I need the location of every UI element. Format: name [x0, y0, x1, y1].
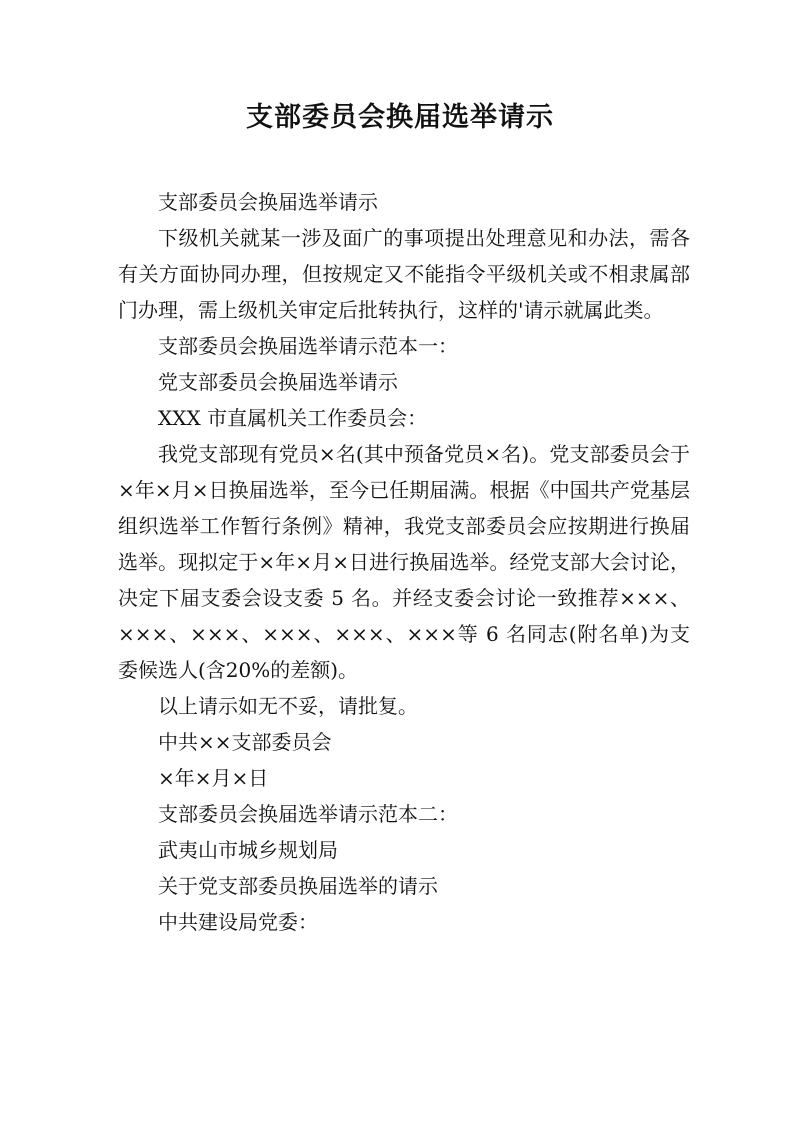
paragraph-organization: 武夷山市城乡规划局	[158, 838, 338, 862]
paragraph-sample-one-title: 党支部委员会换届选举请示	[158, 370, 398, 394]
paragraph-sample-one-heading: 支部委员会换届选举请示范本一：	[158, 334, 458, 358]
paragraph-signature: 中共××支部委员会	[158, 730, 332, 754]
paragraph-sample-two-title: 关于党支部委员换届选举的请示	[158, 874, 438, 898]
paragraph-subtitle: 支部委员会换届选举请示	[158, 190, 378, 214]
paragraph-sample-two-heading: 支部委员会换届选举请示范本二：	[158, 802, 458, 826]
paragraph-main-body: 我党支部现有党员×名(其中预备党员×名)。党支部委员会于×年×月×日换届选举，至今已任期届满。根据《中国共产党基层组织选举工作暂行条例》精神，我党支部委员会应按期进行换届选举。现拟定于×年×月×日进行换届选举。经党支部大会讨论，决定下届支委会设支委 5 名。并经支委会讨论一致推荐×××、×××、×××、×××、×××、×××等 6 名同志(附名单)为支委候选人(含20%的差额)。	[118, 442, 690, 682]
paragraph-closing: 以上请示如无不妥，请批复。	[158, 694, 418, 718]
paragraph-date: ×年×月×日	[158, 766, 269, 790]
document-body	[118, 184, 690, 940]
document-title: 支部委员会换届选举请示	[246, 102, 554, 133]
paragraph-sample-two-recipient: 中共建设局党委：	[158, 910, 318, 934]
paragraph-intro: 下级机关就某一涉及面广的事项提出处理意见和办法，需各有关方面协同办理，但按规定又不能指令平级机关或不相隶属部门办理，需上级机关审定后批转执行，这样的'请示就属此类。	[118, 226, 690, 322]
paragraph-recipient: XXX 市直属机关工作委员会：	[158, 406, 428, 430]
